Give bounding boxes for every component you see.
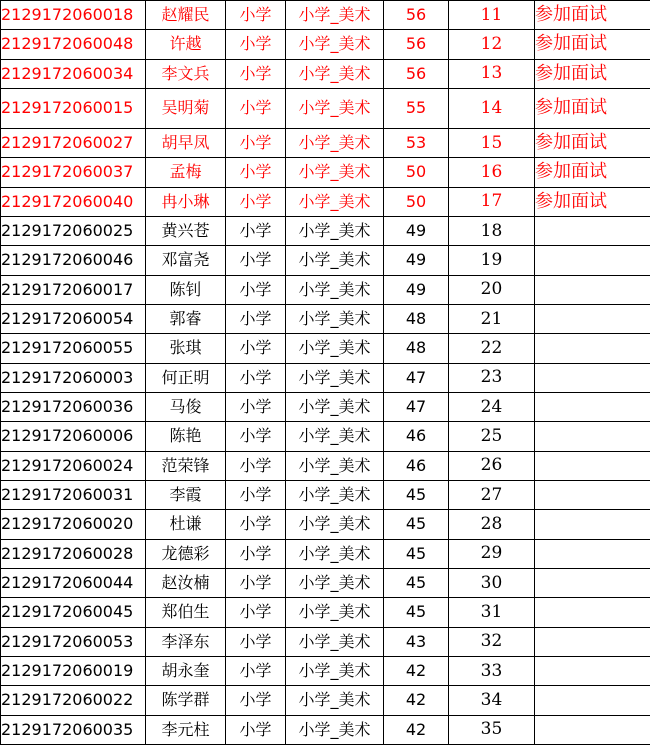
candidate-id-cell: 2129172060034 (1, 59, 146, 88)
rank-cell: 16 (449, 158, 535, 187)
rank-cell: 22 (449, 334, 535, 363)
candidate-name-cell: 李文兵 (146, 59, 226, 88)
rank-cell: 11 (449, 1, 535, 30)
interview-note-cell (535, 715, 650, 744)
table-row (1, 1, 650, 30)
candidate-id-cell: 2129172060046 (1, 246, 146, 275)
rank-cell: 18 (449, 216, 535, 245)
interview-note-cell (535, 304, 650, 333)
candidate-name-cell: 郭睿 (146, 304, 226, 333)
table-row (1, 187, 650, 216)
rank-cell: 31 (449, 598, 535, 627)
score-cell: 50 (384, 187, 449, 216)
subject-cell: 小学_美术 (286, 187, 384, 216)
rank-cell: 17 (449, 187, 535, 216)
interview-note-cell (535, 363, 650, 392)
school-level-cell: 小学 (226, 715, 286, 744)
candidate-name-cell: 赵汝楠 (146, 568, 226, 597)
table-row (1, 627, 650, 656)
school-level-cell: 小学 (226, 598, 286, 627)
candidate-name-cell: 龙德彩 (146, 539, 226, 568)
rank-cell: 21 (449, 304, 535, 333)
interview-note-cell (535, 392, 650, 421)
interview-note-cell (535, 422, 650, 451)
score-cell: 56 (384, 59, 449, 88)
interview-note-cell: 参加面试 (535, 88, 650, 128)
score-cell: 45 (384, 568, 449, 597)
candidate-name-cell: 陈艳 (146, 422, 226, 451)
interview-note-cell (535, 598, 650, 627)
rank-cell: 14 (449, 88, 535, 128)
subject-cell: 小学_美术 (286, 422, 384, 451)
candidate-id-cell: 2129172060053 (1, 627, 146, 656)
rank-cell: 24 (449, 392, 535, 421)
score-cell: 42 (384, 656, 449, 685)
rank-cell: 20 (449, 275, 535, 304)
school-level-cell: 小学 (226, 128, 286, 157)
rank-cell: 12 (449, 30, 535, 59)
subject-cell: 小学_美术 (286, 216, 384, 245)
subject-cell: 小学_美术 (286, 158, 384, 187)
subject-cell: 小学_美术 (286, 539, 384, 568)
table-row (1, 59, 650, 88)
subject-cell: 小学_美术 (286, 275, 384, 304)
interview-note-cell (535, 451, 650, 480)
subject-cell: 小学_美术 (286, 363, 384, 392)
rank-cell: 30 (449, 568, 535, 597)
interview-note-cell: 参加面试 (535, 158, 650, 187)
table-row (1, 510, 650, 539)
school-level-cell: 小学 (226, 480, 286, 509)
score-cell: 49 (384, 246, 449, 275)
school-level-cell: 小学 (226, 187, 286, 216)
subject-cell: 小学_美术 (286, 480, 384, 509)
table-row (1, 216, 650, 245)
candidate-name-cell: 冉小琳 (146, 187, 226, 216)
score-cell: 43 (384, 627, 449, 656)
score-cell: 48 (384, 304, 449, 333)
school-level-cell: 小学 (226, 30, 286, 59)
table-row (1, 304, 650, 333)
table-row (1, 451, 650, 480)
table-row (1, 128, 650, 157)
school-level-cell: 小学 (226, 392, 286, 421)
school-level-cell: 小学 (226, 275, 286, 304)
candidate-name-cell: 郑伯生 (146, 598, 226, 627)
score-cell: 55 (384, 88, 449, 128)
table-row (1, 334, 650, 363)
subject-cell: 小学_美术 (286, 715, 384, 744)
subject-cell: 小学_美术 (286, 1, 384, 30)
school-level-cell: 小学 (226, 627, 286, 656)
table-row (1, 363, 650, 392)
school-level-cell: 小学 (226, 656, 286, 685)
interview-note-cell (535, 246, 650, 275)
school-level-cell: 小学 (226, 59, 286, 88)
interview-note-cell (535, 539, 650, 568)
school-level-cell: 小学 (226, 539, 286, 568)
candidate-name-cell: 何正明 (146, 363, 226, 392)
subject-cell: 小学_美术 (286, 334, 384, 363)
rank-cell: 13 (449, 59, 535, 88)
interview-note-cell: 参加面试 (535, 187, 650, 216)
table-row (1, 686, 650, 715)
rank-cell: 32 (449, 627, 535, 656)
interview-note-cell (535, 627, 650, 656)
rank-cell: 15 (449, 128, 535, 157)
school-level-cell: 小学 (226, 216, 286, 245)
subject-cell: 小学_美术 (286, 627, 384, 656)
table-row (1, 158, 650, 187)
candidate-name-cell: 李霞 (146, 480, 226, 509)
interview-note-cell (535, 275, 650, 304)
school-level-cell: 小学 (226, 1, 286, 30)
score-cell: 49 (384, 275, 449, 304)
candidate-name-cell: 胡早凤 (146, 128, 226, 157)
table-row (1, 88, 650, 128)
candidate-id-cell: 2129172060054 (1, 304, 146, 333)
interview-note-cell (535, 568, 650, 597)
score-cell: 46 (384, 422, 449, 451)
score-cell: 53 (384, 128, 449, 157)
score-cell: 49 (384, 216, 449, 245)
subject-cell: 小学_美术 (286, 656, 384, 685)
school-level-cell: 小学 (226, 334, 286, 363)
score-cell: 47 (384, 363, 449, 392)
rank-cell: 34 (449, 686, 535, 715)
candidate-name-cell: 邓富尧 (146, 246, 226, 275)
candidate-id-cell: 2129172060025 (1, 216, 146, 245)
candidate-name-cell: 陈学群 (146, 686, 226, 715)
table-row (1, 715, 650, 744)
score-cell: 42 (384, 686, 449, 715)
score-cell: 47 (384, 392, 449, 421)
school-level-cell: 小学 (226, 158, 286, 187)
subject-cell: 小学_美术 (286, 451, 384, 480)
score-cell: 42 (384, 715, 449, 744)
score-cell: 45 (384, 480, 449, 509)
subject-cell: 小学_美术 (286, 304, 384, 333)
candidate-id-cell: 2129172060020 (1, 510, 146, 539)
candidate-name-cell: 范荣锋 (146, 451, 226, 480)
candidate-id-cell: 2129172060015 (1, 88, 146, 128)
interview-note-cell (535, 510, 650, 539)
school-level-cell: 小学 (226, 451, 286, 480)
candidate-id-cell: 2129172060003 (1, 363, 146, 392)
interview-note-cell: 参加面试 (535, 30, 650, 59)
interview-note-cell: 参加面试 (535, 1, 650, 30)
rank-cell: 25 (449, 422, 535, 451)
subject-cell: 小学_美术 (286, 598, 384, 627)
interview-note-cell (535, 334, 650, 363)
candidate-name-cell: 胡永奎 (146, 656, 226, 685)
candidate-id-cell: 2129172060019 (1, 656, 146, 685)
table-row (1, 275, 650, 304)
school-level-cell: 小学 (226, 246, 286, 275)
candidate-name-cell: 孟梅 (146, 158, 226, 187)
candidate-id-cell: 2129172060035 (1, 715, 146, 744)
school-level-cell: 小学 (226, 304, 286, 333)
candidate-id-cell: 2129172060036 (1, 392, 146, 421)
candidate-id-cell: 2129172060024 (1, 451, 146, 480)
subject-cell: 小学_美术 (286, 568, 384, 597)
candidate-id-cell: 2129172060017 (1, 275, 146, 304)
candidate-id-cell: 2129172060031 (1, 480, 146, 509)
candidate-id-cell: 2129172060006 (1, 422, 146, 451)
rank-cell: 28 (449, 510, 535, 539)
rank-cell: 23 (449, 363, 535, 392)
school-level-cell: 小学 (226, 422, 286, 451)
candidate-id-cell: 2129172060044 (1, 568, 146, 597)
candidate-name-cell: 黄兴苍 (146, 216, 226, 245)
rank-cell: 33 (449, 656, 535, 685)
candidate-name-cell: 张琪 (146, 334, 226, 363)
score-cell: 45 (384, 539, 449, 568)
score-cell: 46 (384, 451, 449, 480)
candidate-id-cell: 2129172060045 (1, 598, 146, 627)
candidate-id-cell: 2129172060037 (1, 158, 146, 187)
candidate-name-cell: 杜谦 (146, 510, 226, 539)
interview-note-cell (535, 216, 650, 245)
table-row (1, 392, 650, 421)
candidate-name-cell: 陈钊 (146, 275, 226, 304)
subject-cell: 小学_美术 (286, 686, 384, 715)
candidate-id-cell: 2129172060048 (1, 30, 146, 59)
candidate-name-cell: 李泽东 (146, 627, 226, 656)
table-row (1, 568, 650, 597)
table-row (1, 246, 650, 275)
school-level-cell: 小学 (226, 363, 286, 392)
table-row (1, 480, 650, 509)
score-cell: 56 (384, 1, 449, 30)
school-level-cell: 小学 (226, 568, 286, 597)
school-level-cell: 小学 (226, 510, 286, 539)
candidate-id-cell: 2129172060022 (1, 686, 146, 715)
subject-cell: 小学_美术 (286, 88, 384, 128)
interview-note-cell (535, 656, 650, 685)
table-row (1, 656, 650, 685)
interview-note-cell (535, 686, 650, 715)
school-level-cell: 小学 (226, 88, 286, 128)
candidate-id-cell: 2129172060040 (1, 187, 146, 216)
score-cell: 45 (384, 598, 449, 627)
subject-cell: 小学_美术 (286, 510, 384, 539)
table-row (1, 598, 650, 627)
score-cell: 56 (384, 30, 449, 59)
rank-cell: 26 (449, 451, 535, 480)
candidate-id-cell: 2129172060028 (1, 539, 146, 568)
candidate-id-cell: 2129172060055 (1, 334, 146, 363)
candidate-name-cell: 李元柱 (146, 715, 226, 744)
table-row (1, 539, 650, 568)
candidate-name-cell: 许越 (146, 30, 226, 59)
score-cell: 50 (384, 158, 449, 187)
score-cell: 45 (384, 510, 449, 539)
table-row (1, 422, 650, 451)
subject-cell: 小学_美术 (286, 30, 384, 59)
subject-cell: 小学_美术 (286, 246, 384, 275)
candidate-id-cell: 2129172060027 (1, 128, 146, 157)
table-body (1, 1, 650, 745)
subject-cell: 小学_美术 (286, 59, 384, 88)
rank-cell: 29 (449, 539, 535, 568)
candidate-name-cell: 马俊 (146, 392, 226, 421)
subject-cell: 小学_美术 (286, 128, 384, 157)
table-row (1, 30, 650, 59)
score-cell: 48 (384, 334, 449, 363)
school-level-cell: 小学 (226, 686, 286, 715)
rank-cell: 35 (449, 715, 535, 744)
rank-cell: 27 (449, 480, 535, 509)
interview-note-cell: 参加面试 (535, 59, 650, 88)
candidate-name-cell: 吴明菊 (146, 88, 226, 128)
candidate-name-cell: 赵耀民 (146, 1, 226, 30)
rank-cell: 19 (449, 246, 535, 275)
interview-note-cell: 参加面试 (535, 128, 650, 157)
subject-cell: 小学_美术 (286, 392, 384, 421)
interview-note-cell (535, 480, 650, 509)
candidate-id-cell: 2129172060018 (1, 1, 146, 30)
